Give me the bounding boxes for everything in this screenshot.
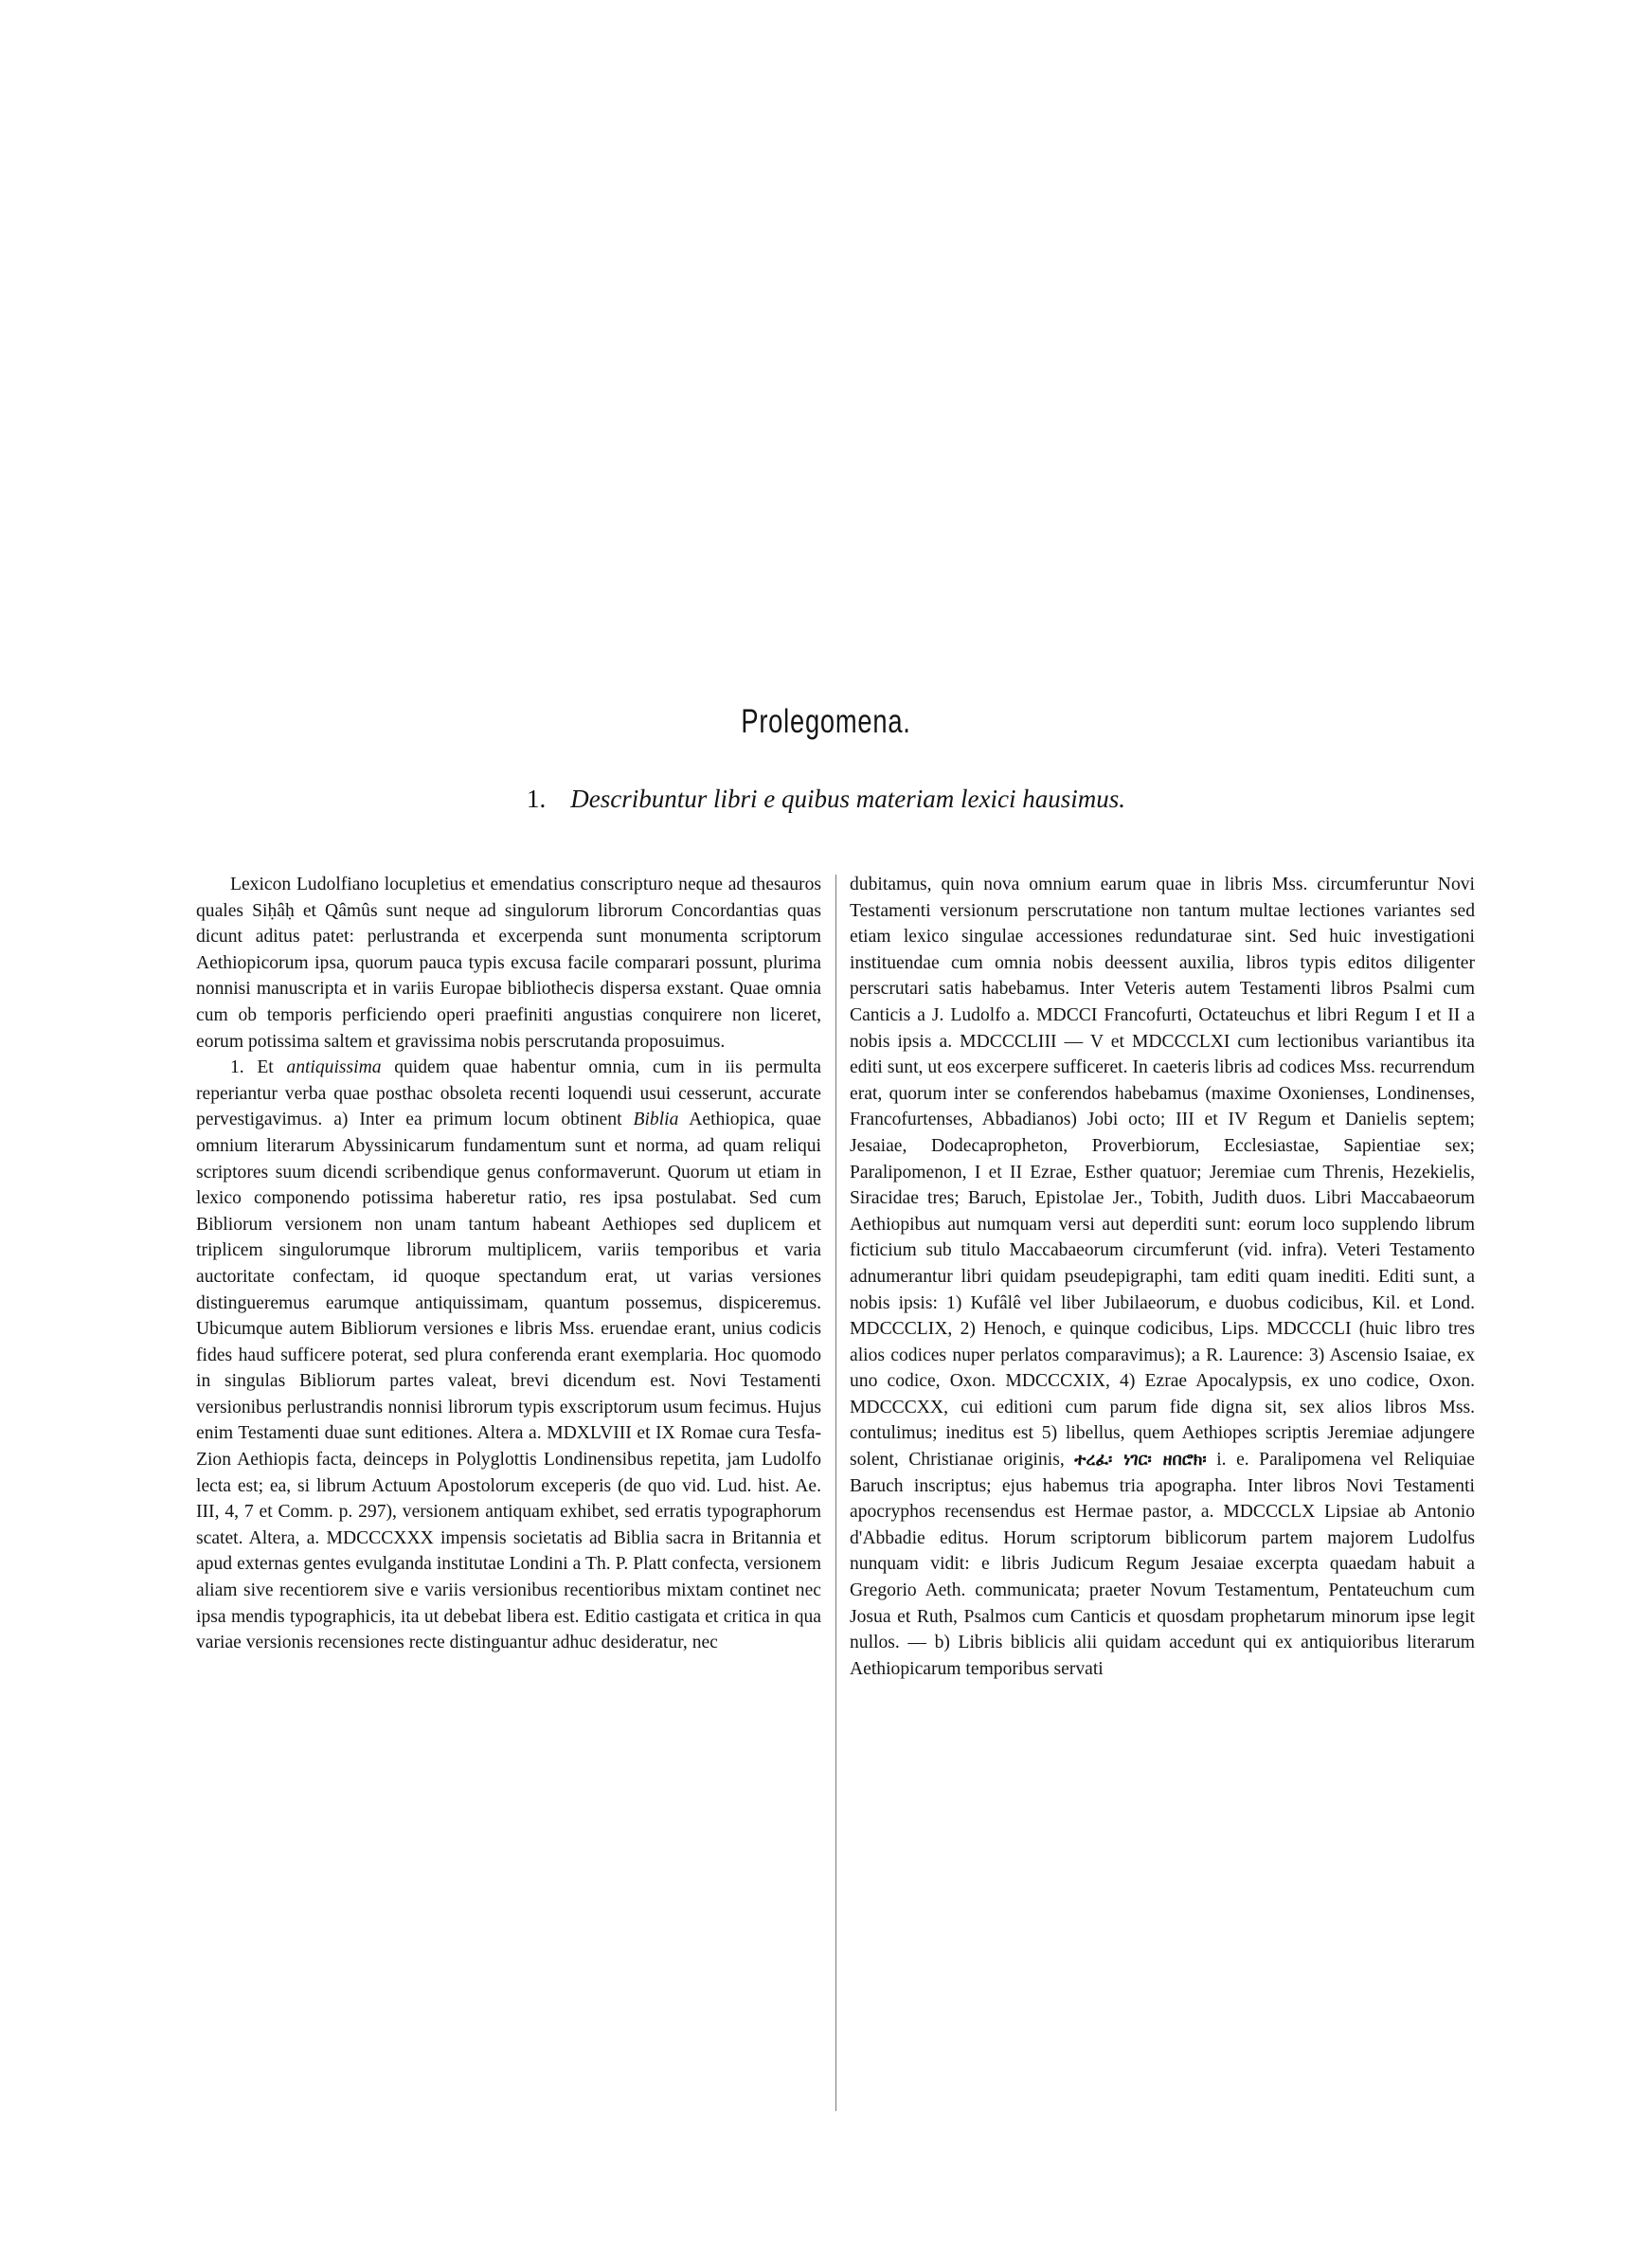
page-title: Prolegomena. [741, 703, 911, 740]
section-number: 1. [527, 785, 547, 813]
left-paragraph-1: Lexicon Ludolfiano locupletius et emendatius conscripturo neque ad thesauros quales Siḥâḥ et Qâmûs sunt neque ad singulorum librorum Concordantias quas dicunt aditus patet: perlustranda et excerpenda sunt monumenta scriptorum Aethiopicorum ipsa, quorum pauca typis excusa facile comparari possunt, plurima nonnisi manuscripta et in variis Europae bibliothecis dispersa exstant. Quae omnia cum ob temporis perficiendo operi praefiniti angustias conquirere non liceret, eorum potissima saltem et gravissima nobis perscrutanda proposuimus. [196, 875, 821, 1052]
left-p2-part-a: 1. Et [230, 1057, 287, 1078]
left-p2-emphasis-antiquissima: antiquissima [286, 1057, 382, 1078]
left-paragraph-2 [196, 1055, 821, 1656]
right-p1-part-b: i. e. Paralipomena vel Reliquiae Baruch inscriptus; ejus habemus tria apographa. Inter libros Novi Testamenti apocryphos recensendus est Hermae pastor, a. MDCCCLX Lipsiae ab Antonio d'Abbadie editus. Horum scriptorum biblicorum partem majorem Ludolfus nunquam vidit: e libris Judicum Regum Jesaiae excerpta quaedam habuit a Gregorio Aeth. communicata; praeter Novum Testamentum, Pentateuchum cum Josua et Ruth, Psalmos cum Canticis et quosdam prophetarum minorum ipse legit nullos. — b) Libris biblicis alii quidam accedunt qui ex antiquioribus literarum Aethiopicarum temporibus servati [850, 1450, 1475, 1679]
section-heading [0, 785, 1652, 814]
right-column [850, 872, 1475, 1682]
section-title: Describuntur libri e quibus materiam lexici hausimus. [570, 785, 1125, 813]
left-column [196, 872, 821, 1656]
right-p1-ethiopic-title: ተረፈ፡ ነገር፡ ዘበሮክ፡ [1074, 1450, 1207, 1471]
left-p2-emphasis-biblia: Biblia [633, 1110, 679, 1130]
left-p2-part-e: Aethiopica, quae omnium literarum Abyssinicarum fundamentum sunt et norma, ad quam reliqui scriptores suum dicendi scribendique genus conformaverunt. Quorum ut etiam in lexico componendo potissima haberetur ratio, res ipsa postulabat. Sed cum Bibliorum versionem non unam tantum habeant Aethiopes sed duplicem et triplicem singulorumque librorum multiplicem, variis temporibus et varia auctoritate confectam, id quoque spectandum erat, ut varias versiones distingueremus earumque antiquissimam, quantum possemus, dispiceremus. Ubicumque autem Bibliorum versiones e libris Mss. eruendae erant, unius codicis fides haud sufficere poterat, sed plura conferenda erant exemplaria. Hoc quomodo in singulas Bibliorum partes valeat, brevi dicendum est. Novi Testamenti versionibus perlustrandis nonnisi librorum typis exscriptorum usum fecimus. Hujus enim Testamenti duae sunt editiones. Altera a. MDXLVIII et IX Romae cura Tesfa-Zion Aethiopis facta, deinceps in Polyglottis Londinensibus repetita, jam Ludolfo lecta est; ea, si librum Actuum Apostolorum exceperis (de quo vid. Lud. hist. Ae. III, 4, 7 et Comm. p. 297), versionem antiquam exhibet, sed erratis typographorum scatet. Altera, a. MDCCCXXX impensis societatis ad Biblia sacra in Britannia et apud externas gentes evulganda institutae Londini a Th. P. Platt confecta, versionem aliam sive recentiorem sive e variis versionibus recentioribus mixtam continet nec ipsa mendis typographicis, ita ut debebat libera est. Editio castigata et critica in qua variae versionis recensiones recte distinguantur adhuc desideratur, nec [196, 1110, 821, 1653]
column-divider [835, 875, 836, 2111]
left-p2-part-c: quidem quae habentur omnia, cum in iis permulta reperiantur verba quae posthac obsoleta recenti loquendi usui cesserunt, accurate pervestigavimus. a) Inter ea primum locum obtinent [196, 1057, 821, 1130]
right-p1-part-a: dubitamus, quin nova omnium earum quae in libris Mss. circumferuntur Novi Testamenti versionum perscrutatione non tantum multae lectiones variantes sed etiam lexico singulae accessiones redundaturae sint. Sed huic investigationi instituendae cum omnia nobis deessent auxilia, libros typis editos diligenter perscrutari satis habebamus. Inter Veteris autem Testamenti libros Psalmi cum Canticis a J. Ludolfo a. MDCCI Francofurti, Octateuchus et libri Regum I et II a nobis ipsis a. MDCCCLIII — V et MDCCCLXI cum lectionibus variantibus ita editi sunt, ut eos excerpere sufficeret. In caeteris libris ad codices Mss. recurrendum erat, quorum inter se conferendos habebamus (maxime Oxonienses, Londinenses, Francofurtenses, Abbadianos) Jobi octo; III et IV Regum et Danielis septem; Jesaiae, Dodecapropheton, Proverbiorum, Ecclesiastae, Sapientiae sex; Paralipomenon, I et II Ezrae, Esther quatuor; Jeremiae cum Threnis, Hezekielis, Siracidae tres; Baruch, Epistolae Jer., Tobith, Judith duos. Libri Maccabaeorum Aethiopibus aut numquam versi aut deperditi sunt: eorum loco supplendo librum ficticium sub titulo Maccabaeorum circumferunt (vid. infra). Veteri Testamento adnumerantur libri quidam pseudepigraphi, tam editi quam inediti. Editi sunt, a nobis ipsis: 1) Kufâlê vel liber Jubilaeorum, e duobus codicibus, Kil. et Lond. MDCCCLIX, 2) Henoch, e quinque codicibus, Lips. MDCCCLI (huic libro tres alios codices nuper perlatos comparavimus); a R. Laurence: 3) Ascensio Isaiae, ex uno codice, Oxon. MDCCCXIX, 4) Ezrae Apocalypsis, ex uno codice, Oxon. MDCCCXX, cui editioni cum parum fide digna sit, sex alios libros Mss. contulimus; ineditus est 5) libellus, quem Aethiopes scriptis Jeremiae adjungere solent, Christianae originis, [850, 875, 1475, 1471]
right-paragraph-1 [850, 872, 1475, 1682]
